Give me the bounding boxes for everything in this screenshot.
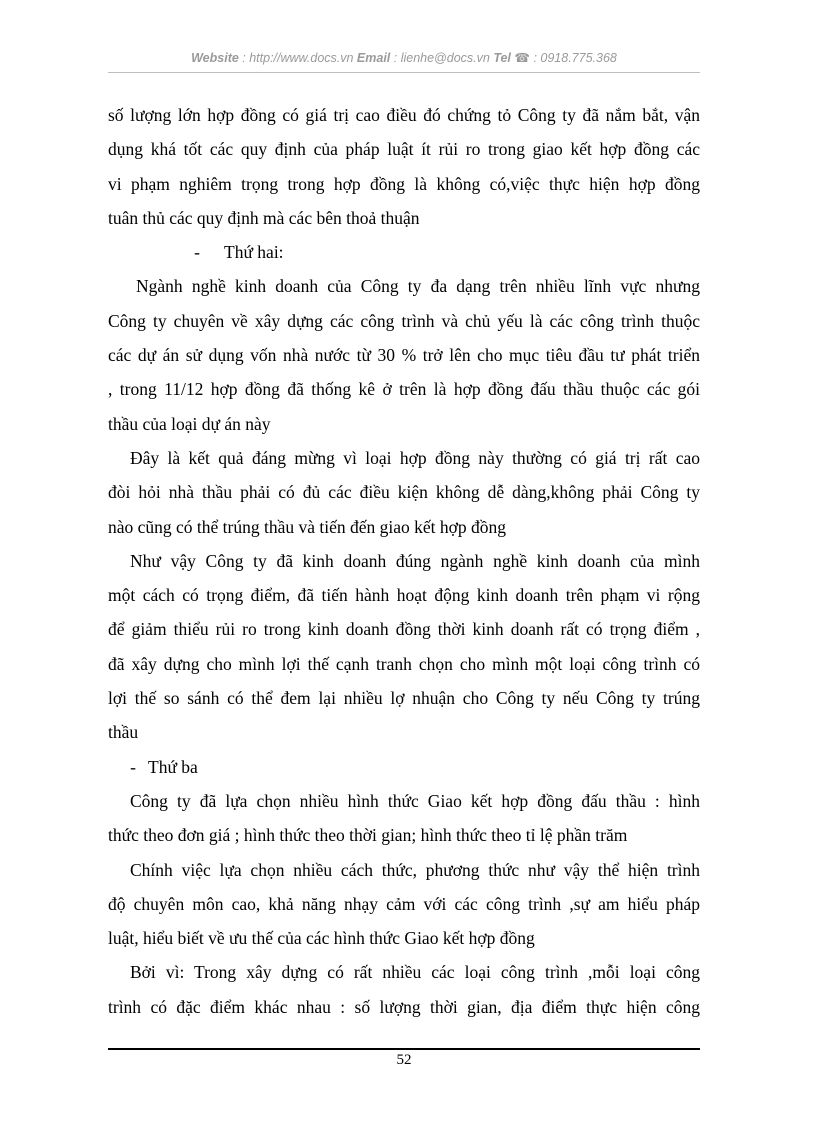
text-line: nào cũng có thể trúng thầu và tiến đến giao kết hợp đồng bbox=[108, 516, 507, 537]
phone-icon: ☎ bbox=[514, 51, 530, 65]
text-line: luật, hiểu biết về ưu thế của các hình thức Giao kết hợp đồng bbox=[108, 928, 535, 949]
text-line: trình có đặc điểm khác nhau : số lượng thời gian, địa điểm thực hiện công bbox=[108, 996, 700, 1017]
list-item bbox=[108, 750, 700, 784]
email-value: : lienhe@docs.vn bbox=[390, 51, 494, 65]
bullet-dash: - bbox=[130, 756, 136, 777]
tel-value: : 0918.775.368 bbox=[529, 51, 617, 65]
bullet-dash: - bbox=[194, 242, 200, 263]
header-divider bbox=[108, 72, 700, 73]
text-line: đã xây dựng cho mình lợi thế cạnh tranh chọn cho mình một loại công trình có bbox=[108, 653, 700, 674]
website-label: Website bbox=[191, 51, 239, 65]
website-value: : http://www.docs.vn bbox=[238, 51, 357, 65]
text-line: tuân thủ các quy định mà các bên thoả thuận bbox=[108, 207, 420, 228]
email-label: Email bbox=[356, 51, 391, 65]
footer-divider bbox=[108, 1048, 700, 1050]
text-line: thầu bbox=[108, 722, 139, 743]
text-line: dụng khá tốt các quy định của pháp luật ít rủi ro trong giao kết hợp đồng các bbox=[108, 139, 700, 160]
text-line: Chính việc lựa chọn nhiều cách thức, phương thức như vậy thể hiện trình bbox=[130, 859, 700, 880]
text-line: thầu của loại dự án này bbox=[108, 413, 271, 434]
text-line: Ngành nghề kinh doanh của Công ty đa dạng trên nhiều lĩnh vực nhưng bbox=[136, 276, 700, 297]
tel-label: Tel bbox=[493, 51, 511, 65]
text-line: thức theo đơn giá ; hình thức theo thời gian; hình thức theo tỉ lệ phần trăm bbox=[108, 825, 628, 846]
text-line: Đây là kết quả đáng mừng vì loại hợp đồng này thường có giá trị rất cao bbox=[130, 447, 700, 468]
document-body bbox=[108, 98, 700, 1024]
page-number: 52 bbox=[396, 1052, 412, 1068]
section-heading: Thứ hai: bbox=[224, 242, 284, 263]
text-line: một cách có trọng điểm, đã tiến hành hoạt động kinh doanh trên phạm vi rộng bbox=[108, 585, 700, 606]
section-heading: Thứ ba bbox=[148, 756, 198, 777]
list-item bbox=[108, 235, 700, 269]
text-line: Công ty đã lựa chọn nhiều hình thức Giao kết hợp đồng đấu thầu : hình bbox=[130, 790, 700, 811]
text-line: , trong 11/12 hợp đồng đã thống kê ở trên là hợp đồng đấu thầu thuộc các gói bbox=[108, 379, 700, 400]
text-line: vi phạm nghiêm trọng trong hợp đồng là không có,việc thực hiện hợp đồng bbox=[108, 173, 700, 194]
text-line: số lượng lớn hợp đồng có giá trị cao điều đó chứng tỏ Công ty đã nắm bắt, vận bbox=[108, 105, 700, 125]
text-line: Công ty chuyên về xây dựng các công trình và chủ yếu là các công trình thuộc bbox=[108, 310, 700, 331]
text-line: Như vậy Công ty đã kinh doanh đúng ngành nghề kinh doanh của mình bbox=[130, 550, 700, 571]
text-line: độ chuyên môn cao, khả năng nhạy cảm với các công trình ,sự am hiểu pháp bbox=[108, 893, 700, 914]
text-line: lợi thế so sánh có thể đem lại nhiều lợ nhuận cho Công ty nếu Công ty trúng bbox=[108, 688, 700, 709]
text-line: các dự án sử dụng vốn nhà nước từ 30 % trở lên cho mục tiêu đầu tư phát triển bbox=[108, 345, 700, 366]
page-header bbox=[108, 50, 700, 65]
text-line: Bởi vì: Trong xây dựng có rất nhiều các loại công trình ,mỗi loại công bbox=[130, 962, 700, 983]
text-line: để giảm thiểu rủi ro trong kinh doanh đồng thời kinh doanh rất có trọng điểm , bbox=[108, 619, 700, 640]
text-line: đòi hỏi nhà thầu phải có đủ các điều kiện không dễ dàng,không phải Công ty bbox=[108, 482, 700, 503]
